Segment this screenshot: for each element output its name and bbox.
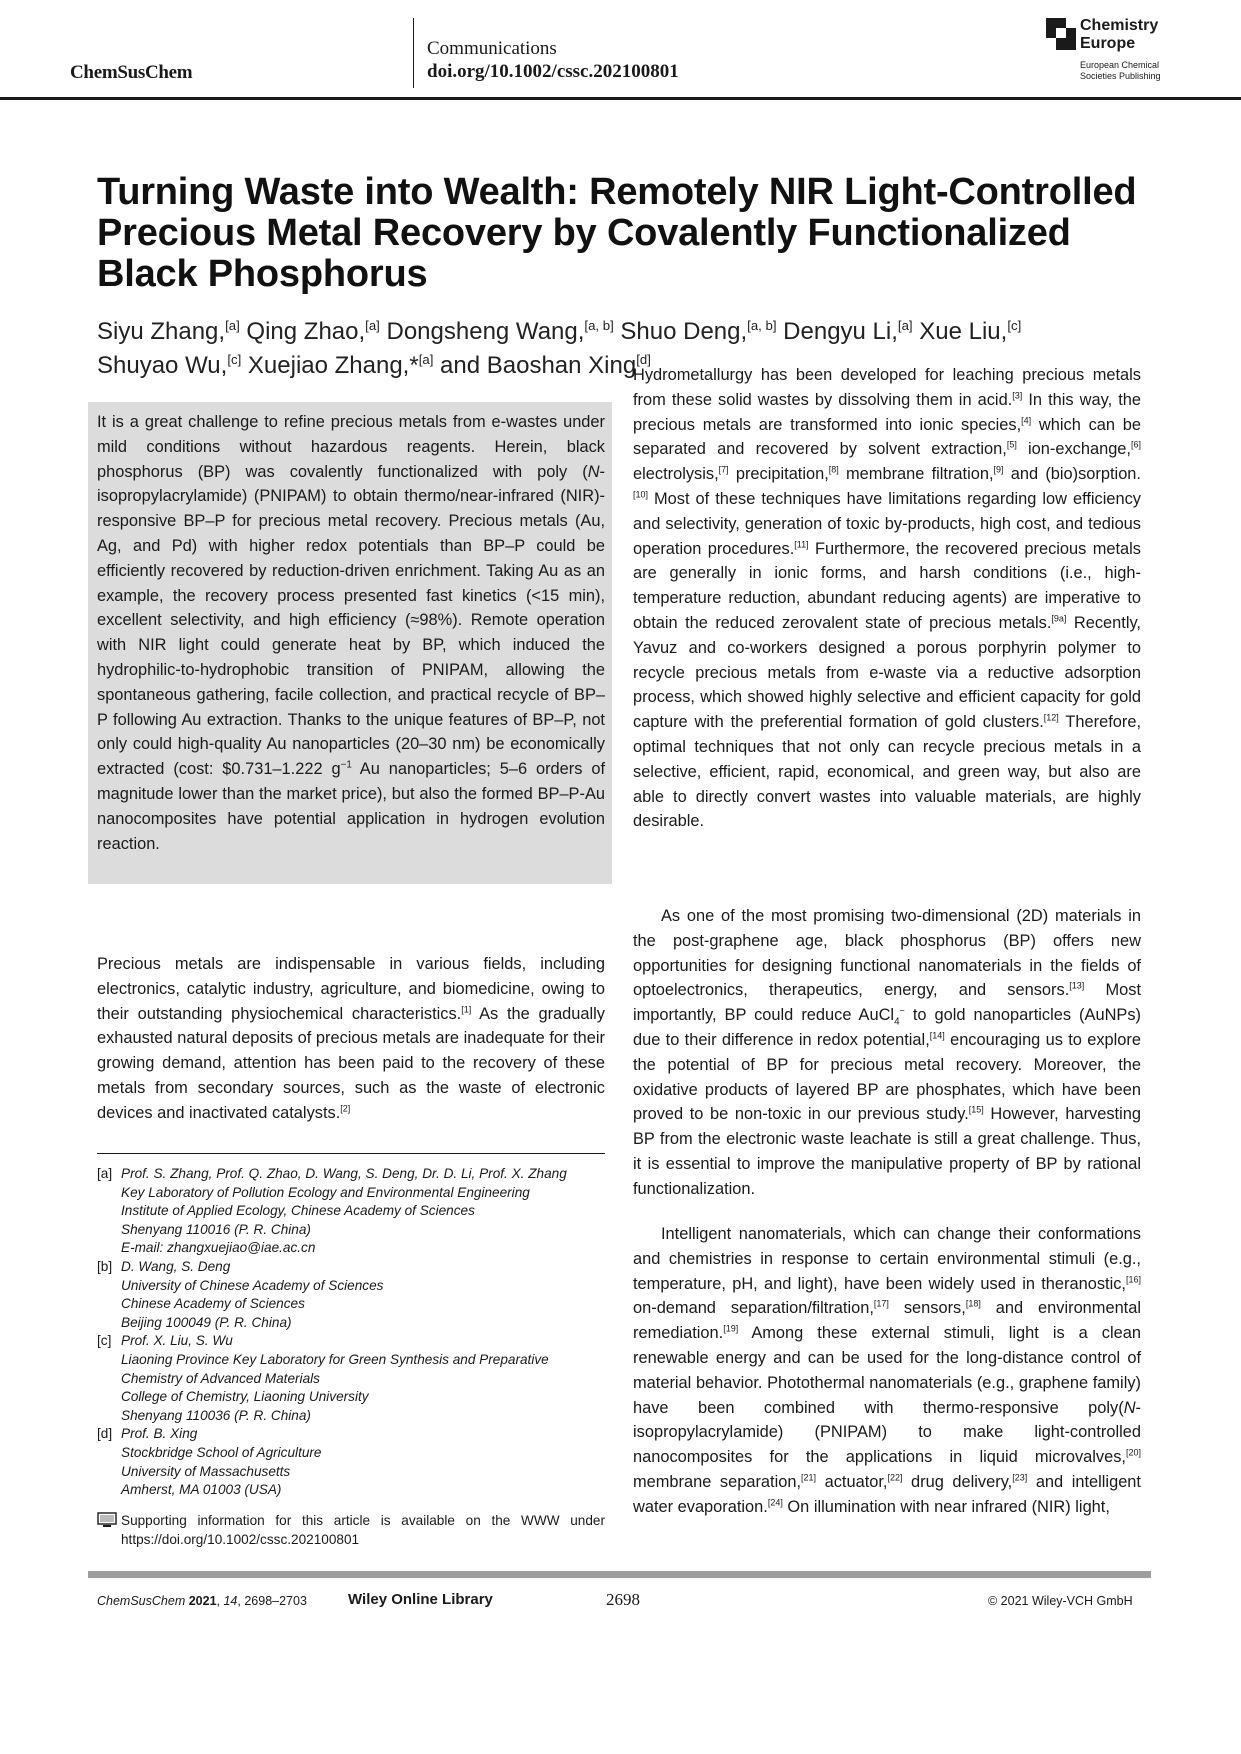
author-list: Siyu Zhang,[a] Qing Zhao,[a] Dongsheng Wang,[a, b] Shuo Deng,[a, b] Dengyu Li,[a] Xue Liu,[c] Shuyao Wu,[c] Xuejiao Zhang,*[a] and Baoshan Xing[d] <box>97 318 1022 379</box>
abstract-text: It is a great challenge to refine precious metals from e-wastes under mild conditions without hazardous reagents. Herein, black phosphorus (BP) was covalently functionalized with poly (N-isopropylacrylamide) (PNIPAM) to obtain thermo/near-infrared (NIR)-responsive BP–P for precious metal recovery. Precious metals (Au, Ag, and Pd) with higher redox potentials than BP–P could be efficiently recovered by reduction-driven enrichment. Taking Au as an example, the recovery process presented fast kinetics (<15 min), excellent selectivity, and high efficiency (≈98%). Remote operation with NIR light could generate heat by BP, which induced the hydrophilic-to-hydrophobic transition of PNIPAM, allowing the spontaneous gathering, facile collection, and practical recycle of BP–P following Au extraction. Thanks to the unique features of BP–P, not only could high-quality Au nanoparticles (20–30 nm) be economically extracted (cost: $0.731–1.222 $g^{-1}$ Au nanoparticles; 5–6 orders of magnitude lower than the market price), but also the formed BP–P-Au nanocomposites have potential application in hydrogen evolution reaction. <box>97 413 605 853</box>
article-title: Turning Waste into Wealth: Remotely NIR Light-Controlled Precious Metal Recovery by Covalently Functionalized Black Phosphorus <box>97 171 1137 295</box>
footer-bar <box>88 1571 1151 1578</box>
affiliation-entry <box>97 1258 605 1332</box>
affiliation-line: Chinese Academy of Sciences <box>121 1296 305 1312</box>
header-divider <box>413 18 414 88</box>
computer-icon <box>97 1512 121 1549</box>
affiliation-line: University of Massachusetts <box>121 1463 291 1479</box>
page-number: 2698 <box>606 1590 640 1609</box>
affiliation-key: [c] <box>97 1333 112 1349</box>
body-paragraph-2: As one of the most promising two-dimensional (2D) materials in the post-graphene age, black phosphorus (BP) offers new opportunities for designing functional nanomaterials in the fields of optoelectronics, therapeutics, energy, and sensors.[13] Most importantly, BP could reduce AuCl$_4$− to gold nanoparticles (AuNPs) due to their difference in redox potential,[14] encouraging us to explore the potential of BP for precious metal recovery. Moreover, the oxidative products of layered BP are phosphates, which have been proved to be non-toxic in our previous study.[15] However, harvesting BP from the electronic waste leachate is still a great challenge. Thus, it is essential to improve the manipulative property of BP by rational functionalization. <box>633 907 1141 1198</box>
affiliation-line: E-mail: zhangxuejiao@iae.ac.cn <box>121 1240 316 1256</box>
affiliation-line: University of Chinese Academy of Sciences <box>121 1277 384 1293</box>
affiliation-entry <box>97 1165 605 1258</box>
affiliation-key: [b] <box>97 1258 113 1274</box>
doi-link[interactable]: doi.org/10.1002/cssc.202100801 <box>427 61 679 82</box>
footnote-separator <box>97 1153 605 1154</box>
affiliation-key: [d] <box>97 1426 113 1442</box>
copyright: © 2021 Wiley-VCH GmbH <box>988 1594 1133 1608</box>
intro-paragraph: Precious metals are indispensable in various fields, including electronics, catalytic industry, agriculture, and biomedicine, owing to their outstanding physiochemical characteristics.[1] As the gradually exhausted natural deposits of precious metals are inadequate for their growing demand, attention has been paid to the recovery of these metals from secondary sources, such as the waste of electronic devices and inactivated catalysts.[2] <box>97 955 606 1122</box>
body-paragraph-3: Intelligent nanomaterials, which can change their conformations and chemistries in response to certain environmental stimuli (e.g., temperature, pH, and light), have been widely used in theranostic,[16] on-demand separation/filtration,[17] sensors,[18] and environmental remediation.[19] Among these external stimuli, light is a clean renewable energy and can be used for the long-distance control of material behavior. Photothermal nanomaterials (e.g., graphene family) have been combined with thermo-responsive poly(N-isopropylacrylamide) (PNIPAM) to make light-controlled nanocomposites for the applications in liquid microvalves,[20] membrane separation,[21] actuator,[22] drug delivery,[23] and intelligent water evaporation.[24] On illumination with near infrared (NIR) light, <box>633 1225 1141 1516</box>
affiliation-line: Shenyang 110016 (P. R. China) <box>121 1221 311 1237</box>
body-paragraph-1: Hydrometallurgy has been developed for leaching precious metals from these solid wastes by dissolving them in acid.[3] In this way, the precious metals are transformed into ionic species,[4] which can be separated and recovered by solvent extraction,[5] ion-exchange,[6] electrolysis,[7] precipitation,[8] membrane filtration,[9] and (bio)sorption.[10] Most of these techniques have limitations regarding low efficiency and selectivity, generation of toxic by-products, high cost, and tedious operation procedures.[11] Furthermore, the recovered precious metals are generally in ionic forms, and harsh conditions (i.e., high-temperature reduction, abundant reducing agents) are imperative to obtain the reduced zerovalent state of precious metals.[9a] Recently, Yavuz and co-workers designed a porous porphyrin polymer to recycle precious metals from e-waste via a reductive adsorption process, which showed highly selective and efficient capacity for gold capture with the preferential formation of gold clusters.[12] Therefore, optimal techniques that not only can recycle precious metals in a selective, efficient, rapid, economical, and green way, but also are able to directly convert wastes into valuable materials, are highly desirable. <box>633 366 1141 831</box>
affiliation-line: Key Laboratory of Pollution Ecology and Environmental Engineering <box>121 1184 530 1200</box>
publisher-name: Chemistry Europe <box>1080 17 1159 52</box>
affiliation-entry <box>97 1332 605 1425</box>
affiliation-names: Prof. S. Zhang, Prof. Q. Zhao, D. Wang, S. Deng, Dr. D. Li, Prof. X. Zhang <box>121 1166 567 1181</box>
supporting-info <box>97 1512 605 1549</box>
affiliation-line: Amherst, MA 01003 (USA) <box>121 1482 282 1498</box>
affiliation-entry <box>97 1425 605 1499</box>
wiley-online-library-link[interactable]: Wiley Online Library <box>348 1591 493 1608</box>
affiliations <box>97 1165 605 1500</box>
chemistry-europe-logo-icon <box>1046 18 1076 50</box>
affiliation-names: D. Wang, S. Deng <box>121 1258 231 1274</box>
publisher-subtitle: European Chemical Societies Publishing <box>1080 60 1161 81</box>
affiliation-line: Liaoning Province Key Laboratory for Green Synthesis and Preparative Chemistry of Advanced Materials <box>121 1351 549 1386</box>
affiliation-line: College of Chemistry, Liaoning University <box>121 1389 369 1405</box>
footer-citation: ChemSusChem 2021, 14, 2698–2703 <box>97 1594 307 1608</box>
affiliation-line: Beijing 100049 (P. R. China) <box>121 1314 292 1330</box>
affiliation-line: Stockbridge School of Agriculture <box>121 1444 322 1460</box>
header-rule <box>0 97 1241 100</box>
affiliation-names: Prof. X. Liu, S. Wu <box>121 1333 233 1349</box>
journal-name: ChemSusChem <box>70 62 193 83</box>
section-label: Communications <box>427 38 557 59</box>
supporting-info-text: Supporting information for this article is available on the WWW under https://doi.org/10.1002/cssc.202100801 <box>121 1513 605 1547</box>
affiliation-line: Institute of Applied Ecology, Chinese Academy of Sciences <box>121 1203 475 1219</box>
affiliation-key: [a] <box>97 1166 113 1181</box>
affiliation-line: Shenyang 110036 (P. R. China) <box>121 1407 311 1423</box>
affiliation-names: Prof. B. Xing <box>121 1426 198 1442</box>
